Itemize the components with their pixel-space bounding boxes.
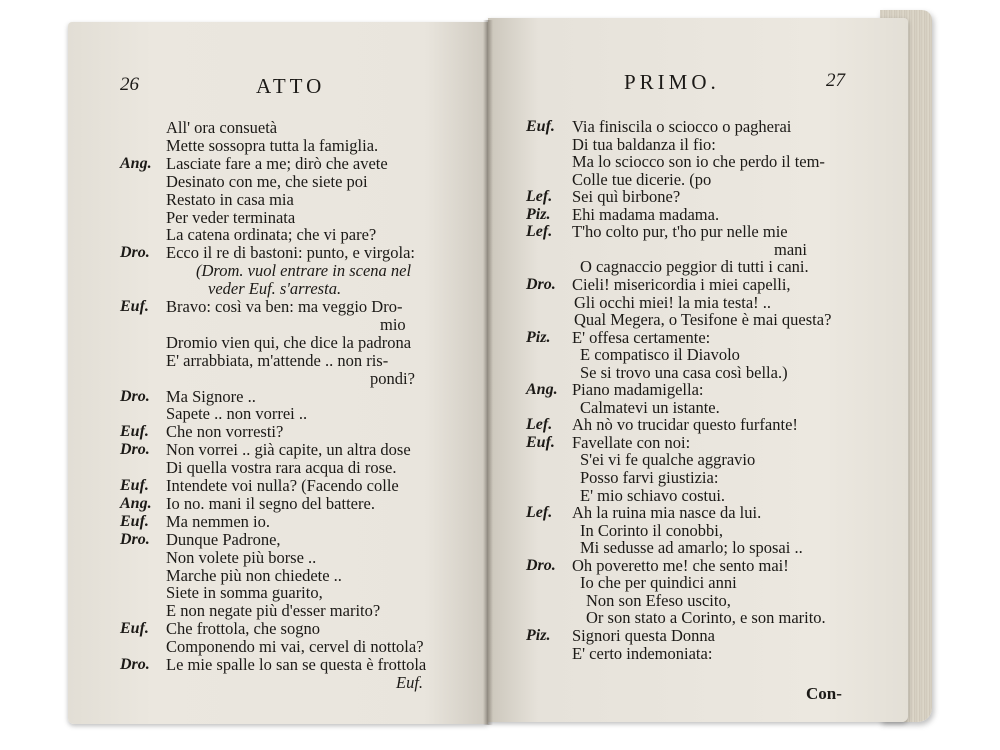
verse-line: Or son stato a Corinto, e son marito.	[586, 608, 826, 628]
verse-line: veder Euf. s'arresta.	[208, 279, 342, 299]
verse-line: E non negate più d'esser marito?	[166, 601, 381, 621]
verse-line: Lasciate fare a me; dirò che avete	[166, 153, 388, 173]
verse-line: Non volete più borse ..	[166, 547, 317, 567]
verse-line: Ma lo sciocco son io che perdo il tem-	[572, 152, 825, 172]
verse-line: Calmatevi un istante.	[580, 397, 720, 417]
verse-line: E' certo indemoniata:	[572, 643, 713, 663]
verse-line: pondi?	[370, 368, 415, 388]
verse-line: Favellate con noi:	[572, 432, 691, 452]
verse-line: E compatisco il Diavolo	[580, 345, 740, 365]
verse-line: Io no. mani il segno del battere.	[166, 493, 375, 513]
speaker-label: Ang.	[120, 154, 152, 172]
verse-line: Posso farvi giustizia:	[580, 468, 719, 487]
verse-line: Sei quì birbone?	[572, 187, 681, 207]
verse-line: In Corinto il conobbi,	[580, 520, 723, 540]
speaker-label: Dro.	[120, 387, 150, 405]
left-page	[68, 22, 488, 724]
speaker-label: Dro.	[526, 556, 556, 574]
verse-line: Cieli! misericordia i miei capelli,	[572, 274, 791, 294]
speaker-label: Lef.	[526, 188, 553, 206]
running-head: PRIMO.	[624, 70, 720, 94]
speaker-label: Euf.	[120, 423, 149, 441]
verse-line: Dunque Padrone,	[166, 529, 281, 549]
verse-line: Non vorrei .. già capite, un altra dose	[166, 440, 411, 460]
speaker-label: Dro.	[120, 244, 150, 262]
verse-line: Ma nemmen io.	[166, 511, 271, 531]
right-page	[488, 18, 908, 722]
verse-line: E' arrabbiata, m'attende .. non ris-	[166, 350, 389, 370]
speaker-label: Piz.	[526, 328, 551, 346]
verse-line: mani	[774, 239, 807, 259]
verse-line: Qual Megera, o Tesifone è mai questa?	[574, 310, 832, 330]
speaker-label: Dro.	[120, 441, 150, 459]
speaker-label: Euf.	[120, 512, 149, 530]
speaker-label: Euf.	[526, 433, 555, 451]
speaker-label: Dro.	[120, 530, 150, 548]
verse-line: Ah la ruina mia nasce da lui.	[572, 503, 762, 523]
verse-line: Via finiscila o sciocco o pagherai	[572, 117, 792, 136]
verse-line: Oh poveretto me! che sento mai!	[572, 555, 789, 575]
page-number: 27	[826, 70, 845, 91]
verse-line: Euf.	[396, 672, 424, 692]
catchword: Con-	[806, 684, 842, 703]
speaker-label: Dro.	[120, 656, 150, 673]
verse-line: Ah nò vo trucidar questo furfante!	[572, 415, 798, 435]
verse-line: mio	[380, 314, 406, 334]
verse-line: Signori questa Donna	[572, 625, 715, 645]
verse-line: Di quella vostra rara acqua di rose.	[166, 458, 397, 478]
speaker-label: Euf.	[120, 620, 149, 638]
speaker-label: Euf.	[526, 118, 555, 135]
verse-line: (Drom. vuol entrare in scena nel	[196, 261, 412, 281]
running-head: ATTO	[256, 74, 326, 98]
verse-line: Di tua baldanza il fio:	[572, 134, 716, 154]
verse-line: Restato in casa mia	[166, 189, 294, 209]
speaker-label: Dro.	[526, 275, 556, 293]
speaker-label: Piz.	[526, 626, 551, 644]
page-number: 26	[120, 74, 139, 95]
verse-line: Per veder terminata	[166, 207, 296, 227]
verse-line: Gli occhi miei! la mia testa! ..	[574, 292, 772, 312]
verse-line: E' mio schiavo costui.	[580, 485, 726, 505]
speaker-label: Piz.	[526, 205, 551, 223]
verse-line: Che non vorresti?	[166, 422, 284, 442]
verse-line: Intendete voi nulla? (Facendo colle	[166, 476, 399, 495]
speaker-label: Lef.	[526, 504, 553, 522]
verse-line: Ma Signore ..	[166, 386, 256, 406]
verse-line: Mi sedusse ad amarlo; lo sposai ..	[580, 538, 803, 558]
verse-line: Mette sossopra tutta la famiglia.	[166, 135, 379, 155]
verse-line: Marche più non chiedete ..	[166, 565, 342, 585]
verse-line: T'ho colto pur, t'ho pur nelle mie	[572, 222, 788, 242]
speaker-label: Euf.	[120, 298, 149, 315]
verse-line: Componendo mi vai, cervel di nottola?	[166, 637, 424, 657]
speaker-label: Euf.	[120, 477, 149, 494]
verse-line: Desinato con me, che siete poi	[166, 171, 368, 191]
verse-line: Ecco il re di bastoni: punto, e virgola:	[166, 243, 415, 263]
verse-line: All' ora consuetà	[166, 118, 278, 137]
verse-line: Ehi madama madama.	[572, 204, 720, 224]
verse-line: Piano madamigella:	[572, 380, 704, 400]
verse-line: La catena ordinata; che vi pare?	[166, 225, 377, 245]
speaker-label: Ang.	[120, 494, 152, 512]
verse-line: Che frottola, che sogno	[166, 619, 320, 639]
gutter	[483, 20, 493, 725]
verse-line: Sapete .. non vorrei ..	[166, 404, 308, 424]
verse-line: Bravo: così va ben: ma veggio Dro-	[166, 297, 403, 316]
verse-line: Le mie spalle lo san se questa è frottola	[166, 655, 427, 674]
speaker-label: Lef.	[526, 223, 553, 241]
speaker-label: Lef.	[526, 416, 553, 434]
verse-line: Non son Efeso uscito,	[586, 590, 731, 610]
verse-line: Io che per quindici anni	[580, 573, 737, 593]
verse-line: Dromio vien qui, che dice la padrona	[166, 332, 412, 352]
speaker-label: Ang.	[526, 381, 558, 399]
verse-line: O cagnaccio peggior di tutti i cani.	[580, 257, 809, 277]
verse-line: E' offesa certamente:	[572, 327, 711, 347]
verse-line: Siete in somma guarito,	[166, 583, 323, 603]
verse-line: S'ei vi fe qualche aggravio	[580, 450, 756, 470]
verse-line: Colle tue dicerie. (po	[572, 169, 712, 189]
verse-line: Se si trovo una casa così bella.)	[580, 362, 788, 382]
